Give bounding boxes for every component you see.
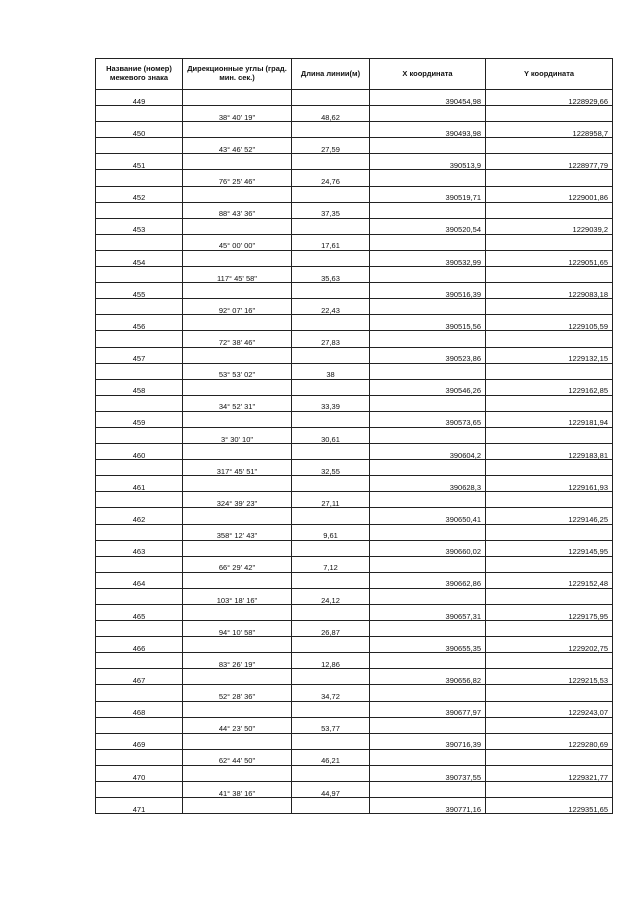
empty-cell bbox=[292, 637, 370, 653]
table-row bbox=[96, 556, 613, 572]
direction-angle: 43° 46' 52" bbox=[183, 138, 292, 154]
x-coordinate: 390657,31 bbox=[370, 605, 486, 621]
point-name: 450 bbox=[96, 122, 183, 138]
point-name: 456 bbox=[96, 315, 183, 331]
empty-cell bbox=[486, 170, 613, 186]
table-row bbox=[96, 701, 613, 717]
line-length: 53,77 bbox=[292, 717, 370, 733]
direction-angle: 88° 43' 36" bbox=[183, 202, 292, 218]
empty-cell bbox=[370, 299, 486, 315]
empty-cell bbox=[292, 701, 370, 717]
empty-cell bbox=[183, 218, 292, 234]
empty-cell bbox=[370, 524, 486, 540]
line-length: 35,63 bbox=[292, 267, 370, 283]
table-row bbox=[96, 540, 613, 556]
point-name: 463 bbox=[96, 540, 183, 556]
empty-cell bbox=[292, 444, 370, 460]
line-length: 27,83 bbox=[292, 331, 370, 347]
table-row bbox=[96, 605, 613, 621]
empty-cell bbox=[486, 749, 613, 765]
empty-cell bbox=[183, 540, 292, 556]
point-name: 457 bbox=[96, 347, 183, 363]
empty-cell bbox=[370, 492, 486, 508]
table-row bbox=[96, 283, 613, 299]
table-row bbox=[96, 154, 613, 170]
point-name: 453 bbox=[96, 218, 183, 234]
empty-cell bbox=[96, 267, 183, 283]
table-row bbox=[96, 669, 613, 685]
line-length: 22,43 bbox=[292, 299, 370, 315]
empty-cell bbox=[183, 186, 292, 202]
empty-cell bbox=[370, 782, 486, 798]
empty-cell bbox=[183, 798, 292, 814]
y-coordinate: 1228958,7 bbox=[486, 122, 613, 138]
x-coordinate: 390771,16 bbox=[370, 798, 486, 814]
point-name: 471 bbox=[96, 798, 183, 814]
y-coordinate: 1228929,66 bbox=[486, 90, 613, 106]
empty-cell bbox=[183, 347, 292, 363]
empty-cell bbox=[370, 717, 486, 733]
table-row bbox=[96, 202, 613, 218]
y-coordinate: 1229146,25 bbox=[486, 508, 613, 524]
x-coordinate: 390515,56 bbox=[370, 315, 486, 331]
table-row bbox=[96, 331, 613, 347]
table-row bbox=[96, 347, 613, 363]
line-length: 48,62 bbox=[292, 106, 370, 122]
empty-cell bbox=[292, 379, 370, 395]
table-body bbox=[96, 90, 613, 814]
line-length: 17,61 bbox=[292, 234, 370, 250]
empty-cell bbox=[370, 653, 486, 669]
empty-cell bbox=[292, 508, 370, 524]
empty-cell bbox=[96, 588, 183, 604]
empty-cell bbox=[183, 444, 292, 460]
table-row bbox=[96, 733, 613, 749]
x-coordinate: 390660,02 bbox=[370, 540, 486, 556]
table-row bbox=[96, 524, 613, 540]
empty-cell bbox=[183, 250, 292, 266]
table-row bbox=[96, 267, 613, 283]
line-length: 44,97 bbox=[292, 782, 370, 798]
point-name: 452 bbox=[96, 186, 183, 202]
direction-angle: 358° 12' 43" bbox=[183, 524, 292, 540]
table-row bbox=[96, 621, 613, 637]
empty-cell bbox=[96, 363, 183, 379]
point-name: 454 bbox=[96, 250, 183, 266]
x-coordinate: 390737,55 bbox=[370, 765, 486, 781]
header-y-coordinate: Y координата bbox=[486, 59, 613, 90]
direction-angle: 103° 18' 16" bbox=[183, 588, 292, 604]
empty-cell bbox=[486, 621, 613, 637]
x-coordinate: 390546,26 bbox=[370, 379, 486, 395]
empty-cell bbox=[183, 701, 292, 717]
empty-cell bbox=[183, 572, 292, 588]
table-row bbox=[96, 218, 613, 234]
x-coordinate: 390516,39 bbox=[370, 283, 486, 299]
empty-cell bbox=[486, 782, 613, 798]
empty-cell bbox=[486, 202, 613, 218]
empty-cell bbox=[292, 315, 370, 331]
table-row bbox=[96, 427, 613, 443]
direction-angle: 83° 26' 19" bbox=[183, 653, 292, 669]
empty-cell bbox=[486, 427, 613, 443]
point-name: 459 bbox=[96, 411, 183, 427]
point-name: 467 bbox=[96, 669, 183, 685]
empty-cell bbox=[183, 669, 292, 685]
table-row bbox=[96, 717, 613, 733]
direction-angle: 38° 40' 19" bbox=[183, 106, 292, 122]
point-name: 464 bbox=[96, 572, 183, 588]
table-row bbox=[96, 186, 613, 202]
empty-cell bbox=[292, 733, 370, 749]
point-name: 470 bbox=[96, 765, 183, 781]
empty-cell bbox=[370, 556, 486, 572]
empty-cell bbox=[370, 395, 486, 411]
line-length: 24,76 bbox=[292, 170, 370, 186]
empty-cell bbox=[292, 476, 370, 492]
empty-cell bbox=[96, 717, 183, 733]
table-row bbox=[96, 395, 613, 411]
x-coordinate: 390662,86 bbox=[370, 572, 486, 588]
empty-cell bbox=[370, 331, 486, 347]
table-row bbox=[96, 106, 613, 122]
y-coordinate: 1229202,75 bbox=[486, 637, 613, 653]
point-name: 451 bbox=[96, 154, 183, 170]
x-coordinate: 390604,2 bbox=[370, 444, 486, 460]
empty-cell bbox=[96, 331, 183, 347]
empty-cell bbox=[486, 138, 613, 154]
point-name: 462 bbox=[96, 508, 183, 524]
empty-cell bbox=[96, 170, 183, 186]
y-coordinate: 1229083,18 bbox=[486, 283, 613, 299]
empty-cell bbox=[486, 524, 613, 540]
empty-cell bbox=[370, 427, 486, 443]
line-length: 24,12 bbox=[292, 588, 370, 604]
table-row bbox=[96, 782, 613, 798]
empty-cell bbox=[183, 283, 292, 299]
point-name: 466 bbox=[96, 637, 183, 653]
empty-cell bbox=[370, 138, 486, 154]
empty-cell bbox=[486, 363, 613, 379]
direction-angle: 44° 23' 50" bbox=[183, 717, 292, 733]
empty-cell bbox=[486, 299, 613, 315]
empty-cell bbox=[370, 685, 486, 701]
empty-cell bbox=[96, 395, 183, 411]
direction-angle: 72° 38' 46" bbox=[183, 331, 292, 347]
header-line-length: Длина линии(м) bbox=[292, 59, 370, 90]
empty-cell bbox=[370, 749, 486, 765]
direction-angle: 76° 25' 46" bbox=[183, 170, 292, 186]
empty-cell bbox=[183, 315, 292, 331]
x-coordinate: 390493,98 bbox=[370, 122, 486, 138]
empty-cell bbox=[96, 524, 183, 540]
empty-cell bbox=[96, 460, 183, 476]
empty-cell bbox=[292, 765, 370, 781]
x-coordinate: 390655,35 bbox=[370, 637, 486, 653]
empty-cell bbox=[486, 556, 613, 572]
point-name: 458 bbox=[96, 379, 183, 395]
y-coordinate: 1229321,77 bbox=[486, 765, 613, 781]
empty-cell bbox=[183, 476, 292, 492]
line-length: 34,72 bbox=[292, 685, 370, 701]
line-length: 46,21 bbox=[292, 749, 370, 765]
table-row bbox=[96, 315, 613, 331]
table-row bbox=[96, 299, 613, 315]
y-coordinate: 1228977,79 bbox=[486, 154, 613, 170]
empty-cell bbox=[292, 798, 370, 814]
empty-cell bbox=[183, 90, 292, 106]
table-row bbox=[96, 637, 613, 653]
point-name: 460 bbox=[96, 444, 183, 460]
direction-angle: 117° 45' 58" bbox=[183, 267, 292, 283]
empty-cell bbox=[183, 508, 292, 524]
y-coordinate: 1229215,53 bbox=[486, 669, 613, 685]
x-coordinate: 390573,65 bbox=[370, 411, 486, 427]
empty-cell bbox=[183, 154, 292, 170]
x-coordinate: 390656,82 bbox=[370, 669, 486, 685]
empty-cell bbox=[292, 250, 370, 266]
direction-angle: 66° 29' 42" bbox=[183, 556, 292, 572]
y-coordinate: 1229161,93 bbox=[486, 476, 613, 492]
empty-cell bbox=[370, 106, 486, 122]
x-coordinate: 390716,39 bbox=[370, 733, 486, 749]
boundary-coordinates-table bbox=[95, 58, 613, 814]
y-coordinate: 1229175,95 bbox=[486, 605, 613, 621]
table-row bbox=[96, 444, 613, 460]
line-length: 12,86 bbox=[292, 653, 370, 669]
x-coordinate: 390513,9 bbox=[370, 154, 486, 170]
empty-cell bbox=[292, 347, 370, 363]
empty-cell bbox=[486, 331, 613, 347]
y-coordinate: 1229243,07 bbox=[486, 701, 613, 717]
empty-cell bbox=[486, 588, 613, 604]
empty-cell bbox=[96, 492, 183, 508]
table-row bbox=[96, 460, 613, 476]
line-length: 27,59 bbox=[292, 138, 370, 154]
empty-cell bbox=[486, 106, 613, 122]
direction-angle: 45° 00' 00" bbox=[183, 234, 292, 250]
y-coordinate: 1229145,95 bbox=[486, 540, 613, 556]
empty-cell bbox=[292, 122, 370, 138]
direction-angle: 53° 53' 02" bbox=[183, 363, 292, 379]
empty-cell bbox=[486, 492, 613, 508]
empty-cell bbox=[292, 154, 370, 170]
direction-angle: 41° 38' 16" bbox=[183, 782, 292, 798]
empty-cell bbox=[96, 685, 183, 701]
empty-cell bbox=[486, 685, 613, 701]
table-row bbox=[96, 572, 613, 588]
empty-cell bbox=[292, 283, 370, 299]
x-coordinate: 390677,97 bbox=[370, 701, 486, 717]
line-length: 26,87 bbox=[292, 621, 370, 637]
table-row bbox=[96, 476, 613, 492]
empty-cell bbox=[486, 717, 613, 733]
empty-cell bbox=[292, 572, 370, 588]
direction-angle: 317° 45' 51" bbox=[183, 460, 292, 476]
empty-cell bbox=[292, 411, 370, 427]
line-length: 9,61 bbox=[292, 524, 370, 540]
line-length: 33,39 bbox=[292, 395, 370, 411]
point-name: 468 bbox=[96, 701, 183, 717]
line-length: 37,35 bbox=[292, 202, 370, 218]
empty-cell bbox=[96, 234, 183, 250]
line-length: 7,12 bbox=[292, 556, 370, 572]
empty-cell bbox=[183, 122, 292, 138]
empty-cell bbox=[96, 653, 183, 669]
table-row bbox=[96, 122, 613, 138]
direction-angle: 62° 44' 50" bbox=[183, 749, 292, 765]
point-name: 469 bbox=[96, 733, 183, 749]
empty-cell bbox=[370, 588, 486, 604]
point-name: 461 bbox=[96, 476, 183, 492]
line-length: 32,55 bbox=[292, 460, 370, 476]
table-row bbox=[96, 90, 613, 106]
empty-cell bbox=[370, 170, 486, 186]
y-coordinate: 1229280,69 bbox=[486, 733, 613, 749]
direction-angle: 94° 10' 58" bbox=[183, 621, 292, 637]
table-row bbox=[96, 250, 613, 266]
empty-cell bbox=[96, 106, 183, 122]
y-coordinate: 1229162,85 bbox=[486, 379, 613, 395]
empty-cell bbox=[183, 765, 292, 781]
table-row bbox=[96, 363, 613, 379]
y-coordinate: 1229181,94 bbox=[486, 411, 613, 427]
empty-cell bbox=[370, 267, 486, 283]
empty-cell bbox=[96, 299, 183, 315]
point-name: 449 bbox=[96, 90, 183, 106]
direction-angle: 34° 52' 31" bbox=[183, 395, 292, 411]
direction-angle: 3° 30' 10" bbox=[183, 427, 292, 443]
x-coordinate: 390532,99 bbox=[370, 250, 486, 266]
empty-cell bbox=[370, 621, 486, 637]
y-coordinate: 1229051,65 bbox=[486, 250, 613, 266]
empty-cell bbox=[292, 540, 370, 556]
direction-angle: 324° 39' 23" bbox=[183, 492, 292, 508]
empty-cell bbox=[96, 556, 183, 572]
empty-cell bbox=[183, 379, 292, 395]
empty-cell bbox=[370, 363, 486, 379]
table-row bbox=[96, 508, 613, 524]
table-row bbox=[96, 798, 613, 814]
table-row bbox=[96, 379, 613, 395]
x-coordinate: 390520,54 bbox=[370, 218, 486, 234]
empty-cell bbox=[96, 782, 183, 798]
y-coordinate: 1229039,2 bbox=[486, 218, 613, 234]
empty-cell bbox=[370, 202, 486, 218]
x-coordinate: 390454,98 bbox=[370, 90, 486, 106]
empty-cell bbox=[96, 138, 183, 154]
line-length: 27,11 bbox=[292, 492, 370, 508]
x-coordinate: 390523,86 bbox=[370, 347, 486, 363]
x-coordinate: 390519,71 bbox=[370, 186, 486, 202]
direction-angle: 92° 07' 16" bbox=[183, 299, 292, 315]
empty-cell bbox=[486, 234, 613, 250]
empty-cell bbox=[183, 733, 292, 749]
point-name: 465 bbox=[96, 605, 183, 621]
table-row bbox=[96, 234, 613, 250]
header-direction-angle: Дирекционные углы (град. мин. сек.) bbox=[183, 59, 292, 90]
point-name: 455 bbox=[96, 283, 183, 299]
y-coordinate: 1229132,15 bbox=[486, 347, 613, 363]
empty-cell bbox=[183, 637, 292, 653]
empty-cell bbox=[486, 267, 613, 283]
y-coordinate: 1229105,59 bbox=[486, 315, 613, 331]
table-row bbox=[96, 138, 613, 154]
empty-cell bbox=[370, 460, 486, 476]
x-coordinate: 390628,3 bbox=[370, 476, 486, 492]
empty-cell bbox=[370, 234, 486, 250]
empty-cell bbox=[292, 669, 370, 685]
table-row bbox=[96, 170, 613, 186]
table-row bbox=[96, 653, 613, 669]
empty-cell bbox=[292, 605, 370, 621]
y-coordinate: 1229351,65 bbox=[486, 798, 613, 814]
table-row bbox=[96, 588, 613, 604]
empty-cell bbox=[292, 186, 370, 202]
table-row bbox=[96, 492, 613, 508]
empty-cell bbox=[96, 427, 183, 443]
y-coordinate: 1229152,48 bbox=[486, 572, 613, 588]
empty-cell bbox=[486, 653, 613, 669]
empty-cell bbox=[292, 90, 370, 106]
y-coordinate: 1229183,81 bbox=[486, 444, 613, 460]
empty-cell bbox=[292, 218, 370, 234]
header-x-coordinate: X координата bbox=[370, 59, 486, 90]
table-row bbox=[96, 749, 613, 765]
empty-cell bbox=[486, 460, 613, 476]
table-row bbox=[96, 765, 613, 781]
empty-cell bbox=[96, 202, 183, 218]
x-coordinate: 390650,41 bbox=[370, 508, 486, 524]
empty-cell bbox=[486, 395, 613, 411]
table-header-row bbox=[96, 59, 613, 90]
direction-angle: 52° 28' 36" bbox=[183, 685, 292, 701]
line-length: 30,61 bbox=[292, 427, 370, 443]
line-length: 38 bbox=[292, 363, 370, 379]
table-row bbox=[96, 411, 613, 427]
empty-cell bbox=[183, 605, 292, 621]
header-point-name: Название (номер) межевого знака bbox=[96, 59, 183, 90]
empty-cell bbox=[183, 411, 292, 427]
empty-cell bbox=[96, 621, 183, 637]
y-coordinate: 1229001,86 bbox=[486, 186, 613, 202]
table-row bbox=[96, 685, 613, 701]
empty-cell bbox=[96, 749, 183, 765]
